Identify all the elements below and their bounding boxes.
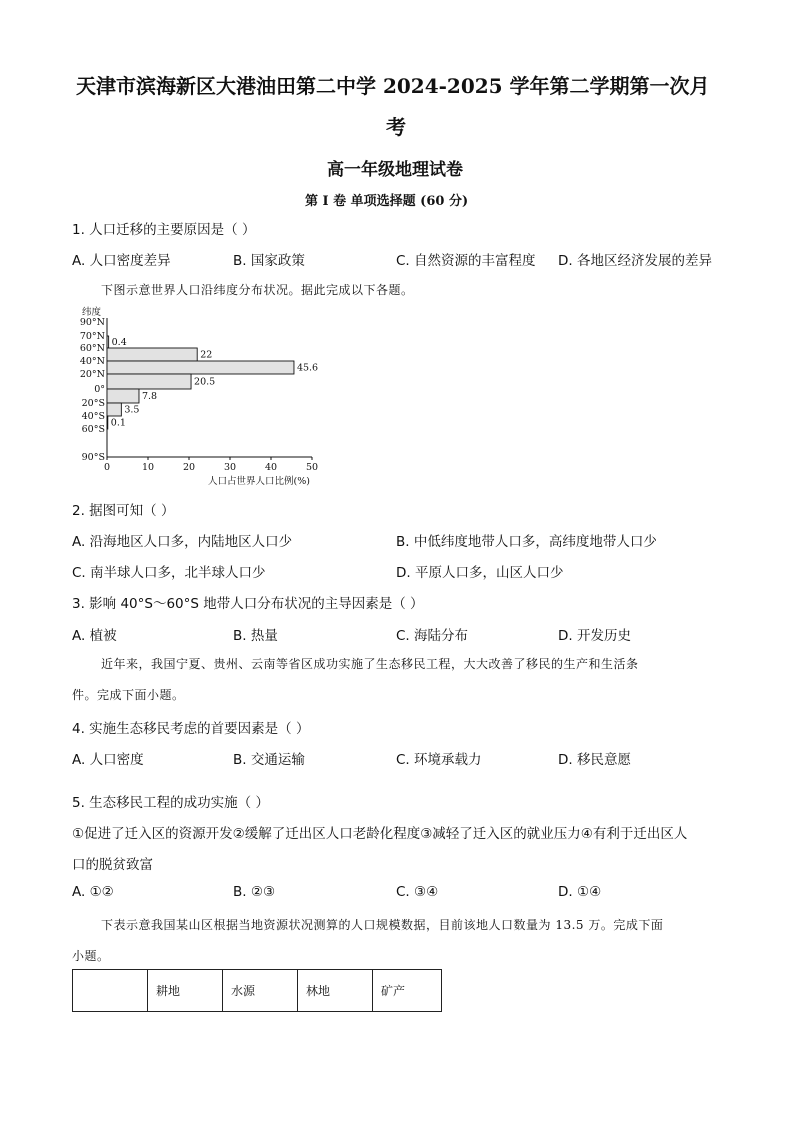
question-3-option-a: A. 植被 [72, 628, 117, 644]
section-heading: 第 I 卷 单项选择题 (60 分) [305, 194, 469, 209]
chart-x-tick-label: 40 [264, 462, 278, 473]
chart-bar-value-label: 22 [200, 349, 213, 361]
question-5-body-line2: 口的脱贫致富 [72, 857, 153, 873]
chart-x-axis-label: 人口占世界人口比例(%) [208, 476, 310, 487]
chart-y-tick-label: 20°S [81, 398, 105, 409]
question-2-stem: 2. 据图可知（ ） [72, 503, 175, 519]
chart-bar-value-label: 0.4 [111, 337, 127, 348]
chart-bar-value-label: 7.8 [141, 391, 158, 402]
question-1-option-a: A. 人口密度差异 [72, 253, 171, 269]
question-3-stem: 3. 影响 40°S～60°S 地带人口分布状况的主导因素是（ ） [72, 596, 424, 612]
chart-x-tick-label: 50 [305, 462, 319, 473]
chart-bar [107, 348, 197, 361]
question-2-option-a: A. 沿海地区人口多，内陆地区人口少 [72, 534, 293, 550]
question-4-option-d: D. 移民意愿 [558, 752, 631, 768]
question-1-option-d: D. 各地区经济发展的差异 [558, 253, 712, 269]
chart-y-tick-label: 20°N [79, 369, 105, 380]
chart-y-tick-label: 90°S [81, 452, 105, 463]
chart-bar-value-label: 0.1 [110, 417, 126, 429]
chart-bar-value-label: 20.5 [194, 376, 216, 388]
chart-bar [107, 416, 108, 429]
table-header-forest: 林地 [298, 970, 373, 1012]
chart-y-tick-label: 40°S [81, 411, 105, 422]
table-header-minerals: 矿产 [373, 970, 442, 1012]
chart-bar [107, 389, 139, 403]
table-header-water: 水源 [223, 970, 298, 1012]
question-3-option-d: D. 开发历史 [558, 628, 631, 644]
table-header-farmland: 耕地 [148, 970, 223, 1012]
chart-y-tick-label: 90°N [79, 317, 105, 328]
question-1-option-c: C. 自然资源的丰富程度 [396, 253, 536, 269]
resource-table [72, 969, 442, 1012]
chart-x-tick-label: 20 [182, 462, 196, 473]
question-3-option-c: C. 海陆分布 [396, 628, 469, 644]
table-intro-line2: 小题。 [72, 949, 110, 963]
exam-title-line1: 天津市滨海新区大港油田第二中学 2024-2025 学年第二学期第一次月 [76, 74, 710, 98]
question-1-option-b: B. 国家政策 [233, 253, 305, 269]
chart-y-tick-label: 40°N [79, 356, 105, 367]
chart-bar [107, 336, 109, 348]
chart-bar-value-label: 3.5 [124, 404, 140, 416]
table-header-blank [73, 970, 148, 1012]
question-2-option-c: C. 南半球人口多，北半球人口少 [72, 565, 266, 581]
chart-bar [107, 374, 191, 389]
chart-y-title: 纬度 [82, 307, 102, 318]
chart-x-tick-label: 10 [141, 462, 155, 473]
question-5-body-line1: ①促进了迁入区的资源开发②缓解了迁出区人口老龄化程度③减轻了迁入区的就业压力④有利于迁出区人 [72, 826, 688, 842]
chart-bar [107, 361, 294, 374]
passage-intro-line2: 件。完成下面小题。 [72, 688, 185, 702]
chart-y-tick-label: 70°N [79, 331, 105, 342]
table-intro-line1: 下表示意我国某山区根据当地资源状况测算的人口规模数据，目前该地人口数量为 13.5 万。完成下面 [101, 918, 664, 932]
exam-subtitle: 高一年级地理试卷 [327, 160, 463, 180]
question-4-option-b: B. 交通运输 [233, 752, 305, 768]
question-4-option-a: A. 人口密度 [72, 752, 144, 768]
chart-intro: 下图示意世界人口沿纬度分布状况。据此完成以下各题。 [101, 283, 414, 297]
exam-title-line2: 考 [386, 115, 406, 139]
question-4-stem: 4. 实施生态移民考虑的首要因素是（ ） [72, 721, 310, 737]
chart-y-tick-label: 0° [94, 384, 105, 395]
question-1-stem: 1. 人口迁移的主要原因是（ ） [72, 222, 256, 238]
chart-bar [107, 403, 121, 416]
chart-y-tick-label: 60°N [79, 343, 105, 354]
latitude-population-chart [70, 302, 330, 492]
question-5-option-c: C. ③④ [396, 884, 439, 900]
chart-bar-value-label: 45.6 [296, 362, 319, 374]
question-2-option-d: D. 平原人口多，山区人口少 [396, 565, 564, 581]
chart-x-tick-label: 0 [103, 462, 111, 473]
question-2-option-b: B. 中低纬度地带人口多，高纬度地带人口少 [396, 534, 657, 550]
passage-intro-line1: 近年来，我国宁夏、贵州、云南等省区成功实施了生态移民工程，大大改善了移民的生产和生活条 [101, 657, 639, 671]
question-5-option-a: A. ①② [72, 884, 114, 900]
chart-y-tick-label: 60°S [81, 424, 105, 435]
question-4-option-c: C. 环境承载力 [396, 752, 482, 768]
table-header-row [73, 970, 442, 1012]
question-3-option-b: B. 热量 [233, 628, 278, 644]
question-5-option-d: D. ①④ [558, 884, 602, 900]
question-5-option-b: B. ②③ [233, 884, 276, 900]
chart-x-tick-label: 30 [223, 462, 237, 473]
question-5-stem: 5. 生态移民工程的成功实施（ ） [72, 795, 269, 811]
